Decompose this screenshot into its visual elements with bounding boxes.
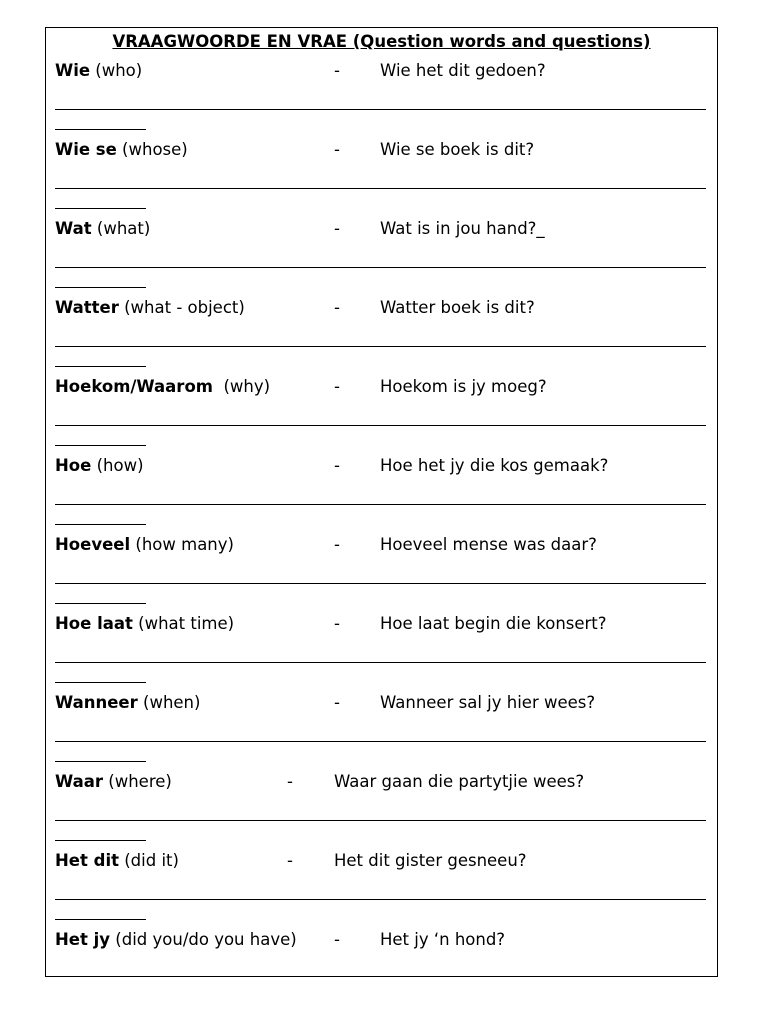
question-word-meaning: (how) <box>91 456 144 475</box>
question-word-label <box>55 296 245 320</box>
answer-line-continuation <box>55 129 146 130</box>
question-word-meaning: (what) <box>91 219 151 238</box>
entry-row <box>46 217 717 241</box>
question-word: Wie se <box>55 140 117 159</box>
question-word: Wanneer <box>55 693 138 712</box>
separator-dash: - <box>334 61 340 80</box>
worksheet-title: VRAAGWOORDE EN VRAE (Question words and questions) <box>112 32 651 51</box>
question-word-meaning: (why) <box>212 377 271 396</box>
example-question: Watter boek is dit? <box>380 298 535 317</box>
question-word-label <box>55 612 234 636</box>
question-word-entry <box>46 375 717 454</box>
question-word-label <box>55 454 144 478</box>
answer-line <box>55 899 706 900</box>
question-word-entry <box>46 296 717 375</box>
separator-dash: - <box>334 535 340 554</box>
question-word-meaning: (what time) <box>132 614 235 633</box>
question-word: Watter <box>55 298 119 317</box>
entry-row <box>46 375 717 399</box>
question-word-meaning: (where) <box>103 772 172 791</box>
question-word-entry <box>46 454 717 533</box>
question-word-label <box>55 691 200 715</box>
example-question: Wie se boek is dit? <box>380 140 535 159</box>
question-word-label <box>55 533 234 557</box>
answer-line <box>55 662 706 663</box>
separator-dash: - <box>334 456 340 475</box>
question-word-entry <box>46 533 717 612</box>
entry-row <box>46 138 717 162</box>
question-word-entry <box>46 138 717 217</box>
question-word-label <box>55 770 172 794</box>
question-word-label <box>55 59 142 83</box>
answer-line <box>55 741 706 742</box>
question-word-meaning: (whose) <box>116 140 188 159</box>
entry-row <box>46 928 717 952</box>
question-word: Hoeveel <box>55 535 131 554</box>
question-word-label <box>55 217 150 241</box>
question-word: Het jy <box>55 930 111 949</box>
answer-line <box>55 188 706 189</box>
answer-line-continuation <box>55 761 146 762</box>
separator-dash: - <box>334 298 340 317</box>
answer-line <box>55 583 706 584</box>
example-question: Waar gaan die partytjie wees? <box>334 772 585 791</box>
question-word-label <box>55 375 270 399</box>
answer-line <box>55 267 706 268</box>
question-word-entry <box>46 770 717 849</box>
separator-dash: - <box>287 851 293 870</box>
entry-row <box>46 691 717 715</box>
question-word-label <box>55 138 188 162</box>
question-word-entry <box>46 928 717 1007</box>
answer-line-continuation <box>55 524 146 525</box>
example-question: Wie het dit gedoen? <box>380 61 546 80</box>
answer-line-continuation <box>55 603 146 604</box>
question-word: Wat <box>55 219 92 238</box>
answer-line <box>55 109 706 110</box>
answer-line <box>55 346 706 347</box>
answer-line <box>55 820 706 821</box>
question-word: Hoe <box>55 456 92 475</box>
entry-row <box>46 612 717 636</box>
worksheet <box>45 27 718 977</box>
example-question: Wanneer sal jy hier wees? <box>380 693 596 712</box>
question-word-meaning: (what - object) <box>118 298 245 317</box>
question-word-entry <box>46 217 717 296</box>
question-word-entry <box>46 691 717 770</box>
entry-row <box>46 454 717 478</box>
question-word-meaning: (who) <box>90 61 143 80</box>
entry-row <box>46 296 717 320</box>
answer-line <box>55 425 706 426</box>
separator-dash: - <box>334 693 340 712</box>
question-word-meaning: (how many) <box>130 535 234 554</box>
answer-line-continuation <box>55 287 146 288</box>
example-question: Hoe laat begin die konsert? <box>380 614 607 633</box>
answer-line-continuation <box>55 366 146 367</box>
separator-dash: - <box>334 377 340 396</box>
question-word-label <box>55 928 297 952</box>
separator-dash: - <box>334 930 340 949</box>
example-question: Het dit gister gesneeu? <box>334 851 527 870</box>
question-word-entry <box>46 612 717 691</box>
answer-line <box>55 504 706 505</box>
question-word-meaning: (did it) <box>119 851 179 870</box>
separator-dash: - <box>334 219 340 238</box>
question-word: Het dit <box>55 851 119 870</box>
entry-row <box>46 849 717 873</box>
answer-line-continuation <box>55 445 146 446</box>
example-question: Hoekom is jy moeg? <box>380 377 547 396</box>
entry-row <box>46 533 717 557</box>
question-word-entry <box>46 59 717 138</box>
example-question: Wat is in jou hand?_ <box>380 219 545 238</box>
answer-line-continuation <box>55 840 146 841</box>
separator-dash: - <box>287 772 293 791</box>
question-word-label <box>55 849 179 873</box>
question-word-meaning: (when) <box>137 693 201 712</box>
question-word-entry <box>46 849 717 928</box>
question-word: Wie <box>55 61 91 80</box>
question-word: Waar <box>55 772 104 791</box>
question-word-meaning: (did you/do you have) <box>110 930 297 949</box>
example-question: Het jy ‘n hond? <box>380 930 506 949</box>
question-word: Hoekom/Waarom <box>55 377 213 396</box>
separator-dash: - <box>334 140 340 159</box>
separator-dash: - <box>334 614 340 633</box>
entry-row <box>46 59 717 83</box>
answer-line-continuation <box>55 919 146 920</box>
answer-line-continuation <box>55 682 146 683</box>
question-word: Hoe laat <box>55 614 133 633</box>
example-question: Hoeveel mense was daar? <box>380 535 597 554</box>
answer-line-continuation <box>55 208 146 209</box>
entry-row <box>46 770 717 794</box>
example-question: Hoe het jy die kos gemaak? <box>380 456 609 475</box>
